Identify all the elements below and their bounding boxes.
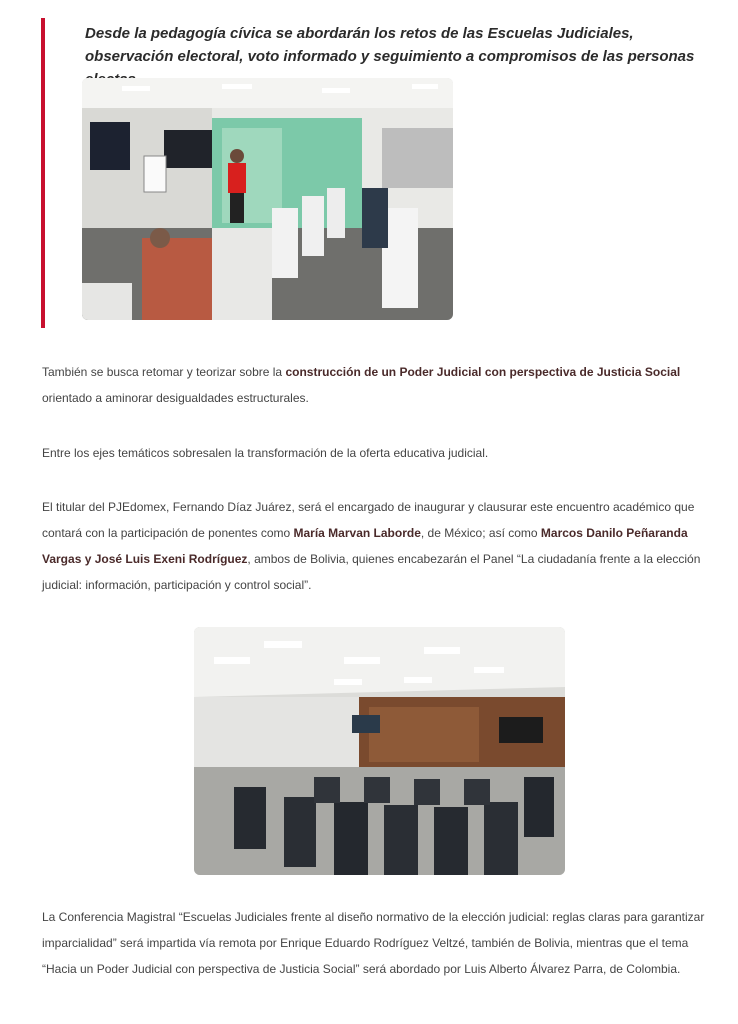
paragraph-3-text-3: , ambos de Bolivia, quienes encabezarán el Panel “La ciudadanía frente a la elección judicial: información, participación y control social”. bbox=[42, 552, 701, 592]
paragraph-3-bold-2: Marcos Danilo Peñaranda Vargas y José Luis Exeni Rodríguez bbox=[42, 526, 688, 566]
paragraph-1-text: También se busca retomar y teorizar sobre la bbox=[42, 365, 286, 379]
paragraph-2 bbox=[42, 440, 726, 466]
paragraph-1 bbox=[42, 359, 726, 411]
paragraph-3-bold-1: María Marvan Laborde bbox=[293, 526, 421, 540]
paragraph-3-text: El titular del PJEdomex, Fernando Díaz Juárez, será el encargado de inaugurar y clausurar este encuentro académico que contará con la participación de ponentes como bbox=[42, 500, 695, 540]
courtroom-photo bbox=[194, 627, 565, 875]
paragraph-4-text: La Conferencia Magistral “Escuelas Judiciales frente al diseño normativo de la elección judicial: reglas claras para garantizar imparcialidad” será impartida vía remota por Enrique Eduardo Rodríguez Veltzé, también de Bolivia, mientras que el tema “Hacia un Poder Judicial con perspectiva de Justicia Social” será abordado por Luis Alberto Álvarez Parra, de Colombia. bbox=[42, 910, 705, 976]
paragraph-1-text-end: orientado a aminorar desigualdades estructurales. bbox=[42, 391, 309, 405]
paragraph-2-text: Entre los ejes temáticos sobresalen la transformación de la oferta educativa judicial. bbox=[42, 446, 489, 460]
paragraph-3 bbox=[42, 494, 726, 598]
paragraph-3-text-2: , de México; así como bbox=[420, 526, 541, 540]
pull-quote-text: Desde la pedagogía cívica se abordarán los retos de las Escuelas Judiciales, observación electoral, voto informado y seguimiento a compromisos de las personas bbox=[85, 25, 695, 65]
paragraph-1-bold: construcción de un Poder Judicial con perspectiva de Justicia Social bbox=[285, 365, 681, 379]
paragraph-4 bbox=[42, 904, 726, 982]
classroom-photo bbox=[82, 78, 453, 320]
